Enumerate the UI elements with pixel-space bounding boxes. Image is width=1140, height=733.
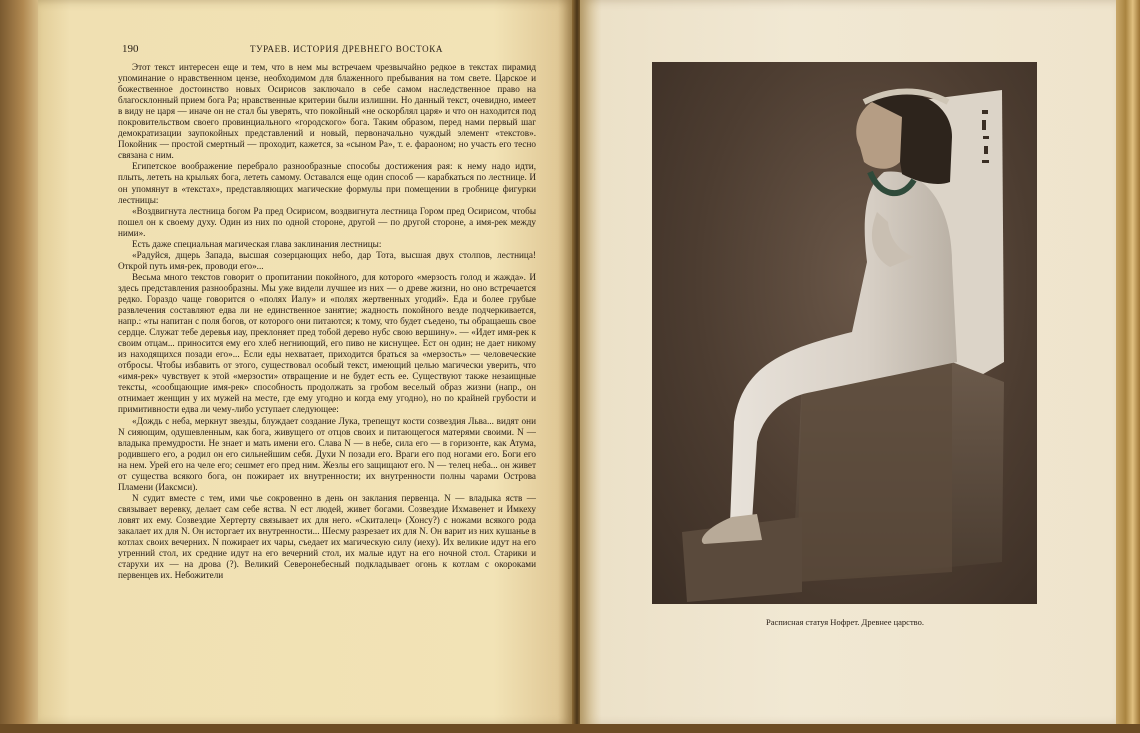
- paragraph: Этот текст интересен еще и тем, что в нем мы встречаем чрезвычайно редкое в текстах пирамид упоминание о нравственном цензе, необходимом для блаженного пребывания на том свете. Царское и божественное достоинство новых Осирисов заключало в себе самом наследственное право на благосклонный прием бога Ра; нравственные критерии были излишни. Но данный текст, очевидно, имеет в виду не царя — иначе он не стал бы уверять, что покойный «не оскорблял царя» и что он находится под покровительством своего провинциального «городского» бога. Таким образом, перед нами первый шаг демократизации заупокойных представлений и новый, первоначально чуждый элемент «текстов». Покойник — простой смертный — проходит, кажется, за «сыном Ра», т. е. фараоном; но участь его тесно связана с ним.: [118, 62, 536, 161]
- paragraph: Весьма много текстов говорит о пропитании покойного, для которого «мерзость голод и жажда». И здесь представления разнообразны. Мы уже видели лучшее из них — о древе жизни, но оно встречается редко. Гораздо чаще говорится о «полях Иалу» и «полях жертвенных угодий». Еда и более грубые развлечения составляют едва ли не единственное занятие; жадность покойного везде подчеркивается, напр.: «ты напитан с поля богов, от которого они питаются; к тому, что будет съедено, ты обращаешь свое сердце. Служат тебе деревья иау, преклоняет пред тобой дерево нубс свою вершину». — «Идет имя-рек к своим отцам... приносится ему его хлеб негниющий, его пиво не киснущее. Ест он один; не дает никому из находящихся позади его»... Если еды нехватает, приходится браться за «мерзость» — человеческие отбросы. Чтобы избавить от этого, существовал особый текст, имеющий целью магически уверить, что «имя-рек» чувствует к этой «мерзости» отвращение и не будет есть ее. Существуют также незаищные тексты, «сообщающие имя-рек» способность продолжать за гробом веселый образ жизни (напр., он отнимает женщин у их мужей на месте, где ему угодно и когда ему угодно), но по крайней грубости и примитивности едва ли чему-либо уступает следующее:: [118, 271, 536, 415]
- page-number: 190: [122, 43, 139, 55]
- paragraph: «Дождь с неба, меркнут звезды, блуждает создание Лука, трепещут кости созвездия Льва... видят они N сияющим, одушевленным, как бога, живущего от отцов своих и питающегося матерями своими. N — владыка премудрости. Не знает и мать имени его. Слава N — в небе, сила его — в горизонте, как Атума, родившего его, а родил он его сильнейшим себя. Духи N позади его. Враги его под ногами его. Боги его на нем. Урей его на челе его; сешмет его пред ним. Жезлы его защищают его. N — телец неба... он живет от существа всякого бога, он пожирает их внутренности; их внутренности полны чарами Острова Пламени (Иаксмси).: [118, 415, 536, 492]
- statue-illustration: [652, 62, 1037, 604]
- paragraph: «Воздвигнута лестница богом Ра пред Осирисом, воздвигнута лестница Гором пред Осирисом, чтобы пошел он к своему духу. Один из них по одной стороне, другой — по другой стороне, а имя-рек между ними».: [118, 205, 536, 238]
- body-text: [118, 62, 536, 642]
- figure-caption: Расписная статуя Нофрет. Древнее царство.: [765, 617, 924, 627]
- running-title: ТУРАЕВ. ИСТОРИЯ ДРЕВНЕГО ВОСТОКА: [250, 44, 443, 54]
- paragraph: Египетское воображение перебрало разнообразные способы достижения рая: к нему надо идти, плыть, лететь на крыльях бога, лететь самому. Оставался еще один способ — карабкаться по лестнице. И он упомянут в «текстах», представляющих магические формулы при помещении в гробнице фигурки лестницы:: [118, 161, 536, 205]
- throne-side: [797, 362, 952, 582]
- paragraph: «Радуйся, дщерь Запада, высшая созерцающих небо, дар Тота, высшая двух столпов, лестница! Открой путь имя-рек, проводи его»...: [118, 249, 536, 271]
- bottom-edge: [0, 724, 1140, 733]
- page-edges: [1116, 0, 1140, 733]
- paragraph: Есть даже специальная магическая глава заклинания лестницы:: [132, 238, 382, 249]
- statue-photo: [652, 62, 1037, 604]
- running-head: [122, 43, 532, 57]
- paragraph: N судит вместе с тем, ими чье сокровенно в день он заклания первенца. N — владыка яств — связывает веревку, делает сам себе яства. N ест людей, живет богами. Созвездие Ихмавенет и Имкеху ловят их ему. Созвездие Хертерту связывает их для него. «Скиталец» (Хонсу?) с ножами всякого рода закалает их для N. Он исторгает их внутренности... Шесму разрезает их для N. Он варит из них кушанье в котлах своих вечерних. N пожирает их чары, съедает их магическую силу (иеху). Их великие идут на его утренний стол, их средние идут на его вечерний стол, их малые идут на его ночной стол. Старики и старухи их — на дрова (?). Великий Северонебесный подкладывает огонь к котлам с окороками первенцев их. Небожители: [118, 492, 536, 581]
- statue-feet: [702, 514, 762, 544]
